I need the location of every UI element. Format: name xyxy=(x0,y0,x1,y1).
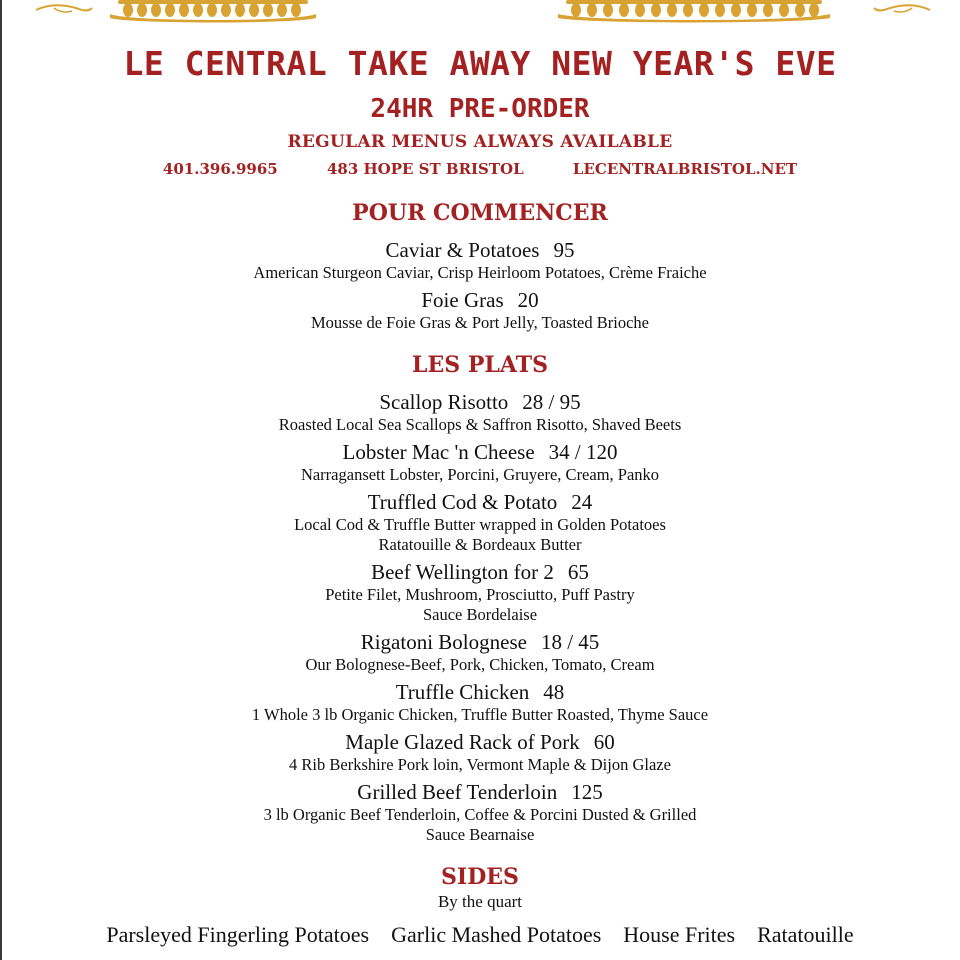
right-wheat-garland-icon xyxy=(556,0,832,24)
side-item: Parsleyed Fingerling Potatoes xyxy=(106,922,370,947)
item-description: 1 Whole 3 lb Organic Chicken, Truffle Butter Roasted, Thyme Sauce xyxy=(251,705,709,724)
sides-note: By the quart xyxy=(437,892,523,911)
item-description: Ratatouille & Bordeaux Butter xyxy=(378,535,582,554)
item-name: Rigatoni Bolognese xyxy=(360,630,527,654)
section-heading-starters: POUR COMMENCER xyxy=(352,200,608,226)
item-name: Scallop Risotto xyxy=(379,390,509,414)
side-item: House Frites xyxy=(623,922,736,947)
address: 483 HOPE ST BRISTOL xyxy=(326,160,524,178)
contact-line xyxy=(0,160,960,178)
phone-number: 401.396.9965 xyxy=(162,160,278,178)
item-description: Our Bolognese-Beef, Pork, Chicken, Tomato, Cream xyxy=(305,655,655,674)
side-item: Ratatouille xyxy=(757,922,854,947)
menu-item-title xyxy=(0,730,960,755)
menu-item-title xyxy=(0,680,960,705)
menu-item-title xyxy=(0,490,960,515)
section-heading-sides: SIDES xyxy=(441,864,519,890)
menu-item-title xyxy=(0,560,960,585)
item-price: 34 / 120 xyxy=(548,440,618,464)
item-description: Sauce Bearnaise xyxy=(425,825,535,844)
item-price: 125 xyxy=(571,780,603,804)
item-name: Caviar & Potatoes xyxy=(385,238,540,262)
item-description: 4 Rib Berkshire Pork loin, Vermont Maple & Dijon Glaze xyxy=(289,755,671,774)
item-name: Maple Glazed Rack of Pork xyxy=(345,730,580,754)
item-description: Sauce Bordelaise xyxy=(422,605,538,624)
item-description: 3 lb Organic Beef Tenderloin, Coffee & Porcini Dusted & Grilled xyxy=(263,805,697,824)
left-flourish-icon xyxy=(34,2,94,16)
menu-item-title xyxy=(0,390,960,415)
item-name: Lobster Mac 'n Cheese xyxy=(342,440,535,464)
item-price: 20 xyxy=(517,288,539,312)
right-flourish-icon xyxy=(872,2,932,16)
item-name: Foie Gras xyxy=(421,288,504,312)
menu-item-title xyxy=(0,780,960,805)
item-description: Mousse de Foie Gras & Port Jelly, Toasted Brioche xyxy=(311,313,649,332)
item-name: Truffled Cod & Potato xyxy=(367,490,558,514)
section-heading-mains: LES PLATS xyxy=(412,352,548,378)
side-item: Garlic Mashed Potatoes xyxy=(391,922,602,947)
item-price: 48 xyxy=(543,680,565,704)
regular-menus-note: REGULAR MENUS ALWAYS AVAILABLE xyxy=(287,132,673,152)
left-wheat-garland-icon xyxy=(108,0,318,24)
website: LECENTRALBRISTOL.NET xyxy=(572,160,798,178)
item-name: Beef Wellington for 2 xyxy=(371,560,554,584)
item-description: American Sturgeon Caviar, Crisp Heirloom Potatoes, Crème Fraiche xyxy=(253,263,707,282)
menu-item-title xyxy=(0,288,960,313)
item-name: Truffle Chicken xyxy=(395,680,530,704)
item-price: 95 xyxy=(553,238,575,262)
item-description: Local Cod & Truffle Butter wrapped in Golden Potatoes xyxy=(294,515,666,534)
menu-item-title xyxy=(0,440,960,465)
menu-title: LE CENTRAL TAKE AWAY NEW YEAR'S EVE xyxy=(123,44,837,83)
menu-item-title xyxy=(0,238,960,263)
item-description: Narragansett Lobster, Porcini, Gruyere, Cream, Panko xyxy=(300,465,660,484)
preorder-subtitle: 24HR PRE-ORDER xyxy=(370,94,590,124)
item-description: Roasted Local Sea Scallops & Saffron Risotto, Shaved Beets xyxy=(278,415,682,434)
item-price: 60 xyxy=(593,730,615,754)
item-price: 65 xyxy=(567,560,589,584)
item-price: 24 xyxy=(571,490,593,514)
item-name: Grilled Beef Tenderloin xyxy=(357,780,558,804)
menu-item-title xyxy=(0,630,960,655)
sides-list xyxy=(0,922,960,948)
item-price: 18 / 45 xyxy=(540,630,600,654)
item-description: Petite Filet, Mushroom, Prosciutto, Puff Pastry xyxy=(325,585,635,604)
item-price: 28 / 95 xyxy=(522,390,581,414)
